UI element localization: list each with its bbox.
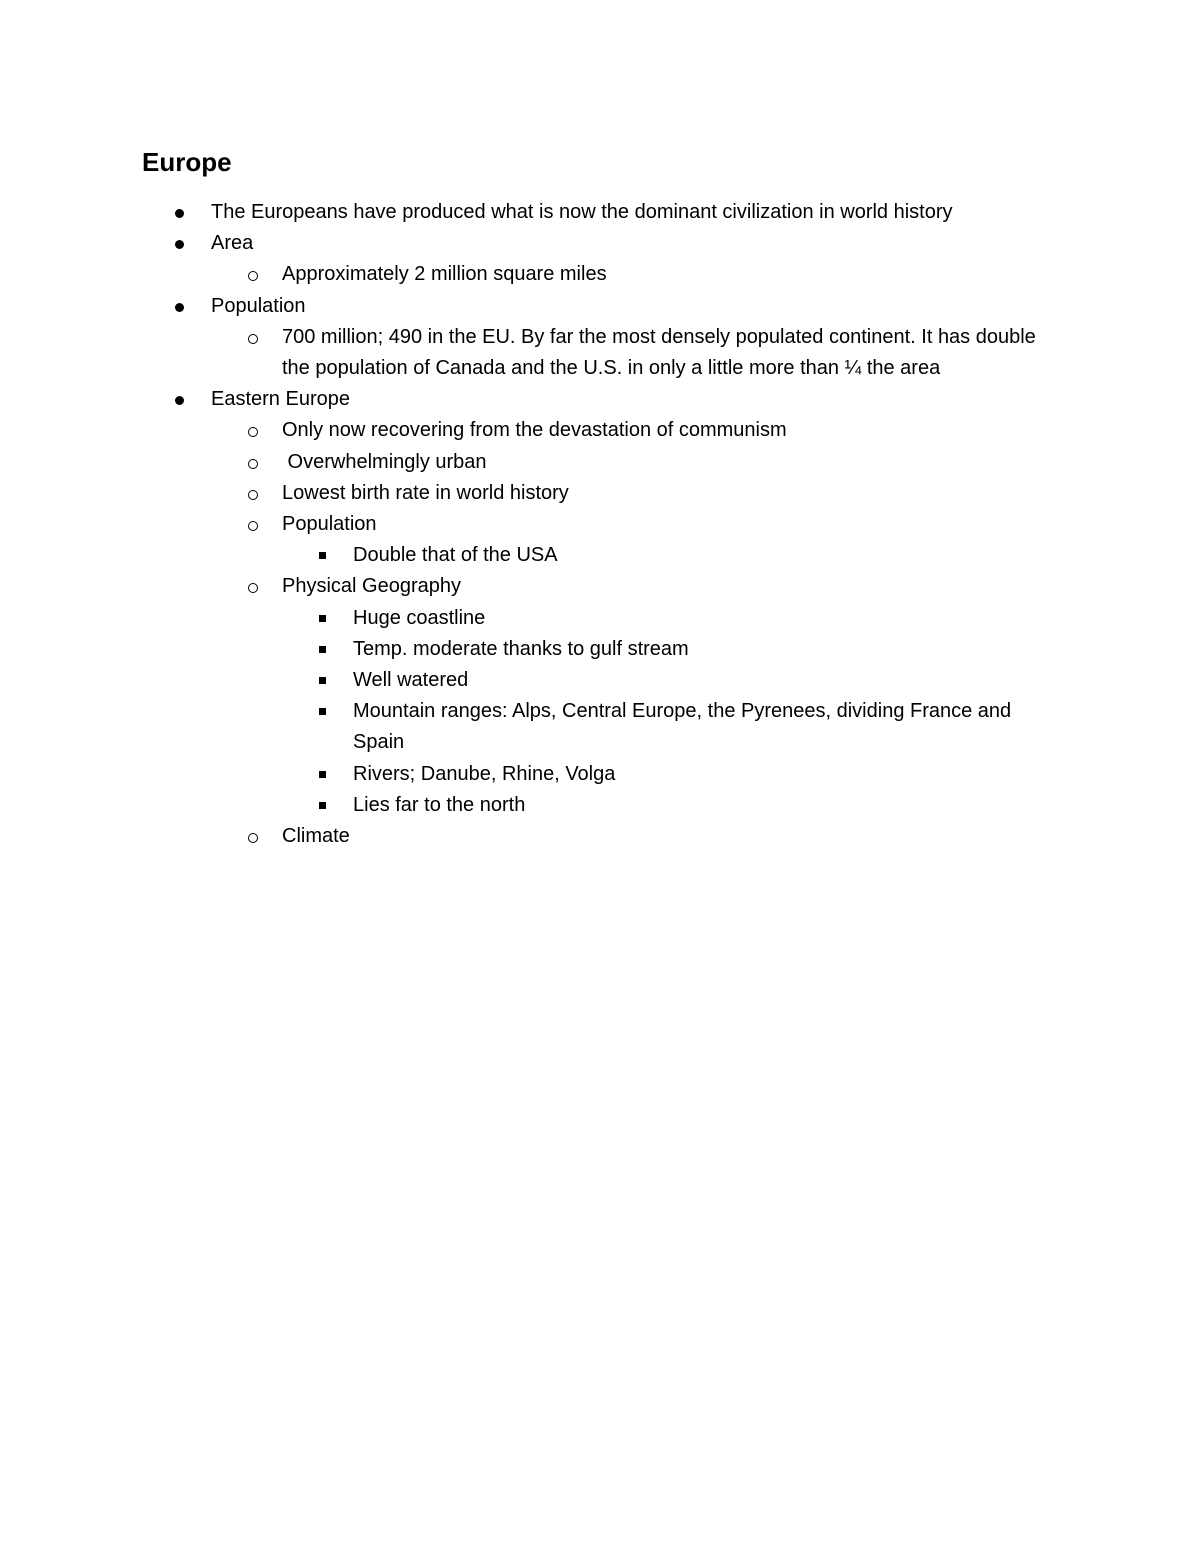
- outline-subitem-text: Lowest birth rate in world history: [282, 481, 569, 504]
- square-bullet-icon: [319, 771, 326, 778]
- circle-bullet-icon: [248, 334, 258, 344]
- outline-subsubitem: [0, 759, 1063, 790]
- square-bullet-icon: [319, 615, 326, 622]
- outline-subitem: [0, 478, 1062, 509]
- outline-item-text: Eastern Europe: [211, 388, 350, 411]
- circle-bullet-icon: [248, 271, 258, 281]
- outline-subsubitem-text: Rivers; Danube, Rhine, Volga: [353, 762, 616, 785]
- circle-bullet-icon: [248, 490, 258, 500]
- outline-subsubitem: [0, 540, 1063, 571]
- outline-subitem-text: Only now recovering from the devastation of communism: [282, 419, 787, 442]
- outline-subitem: [0, 571, 1062, 602]
- outline-item-text: The Europeans have produced what is now the dominant civilization in world history: [211, 201, 953, 223]
- bullet-icon: [175, 240, 184, 249]
- outline-subitem-text: Population: [282, 513, 377, 536]
- outline-item-text: Area: [211, 232, 254, 255]
- outline-subsubitem: [0, 603, 1063, 634]
- square-bullet-icon: [319, 552, 326, 559]
- outline-subitem-text: Physical Geography: [282, 575, 461, 598]
- outline-subitem-text: Overwhelmingly urban: [282, 450, 487, 473]
- outline-subsubitem: [0, 665, 1063, 696]
- square-bullet-icon: [319, 677, 326, 684]
- outline-subitem: [0, 415, 1062, 446]
- square-bullet-icon: [319, 708, 326, 715]
- outline-subitem-text: Climate: [282, 825, 350, 848]
- circle-bullet-icon: [248, 833, 258, 843]
- outline-item: [0, 291, 1061, 322]
- outline-subitem: [0, 322, 1062, 384]
- bullet-icon: [175, 209, 184, 218]
- outline-subsubitem-text: Lies far to the north: [353, 793, 526, 816]
- square-bullet-icon: [319, 646, 326, 653]
- outline-subitem-text: Approximately 2 million square miles: [282, 263, 607, 286]
- outline-subsubitem-text: Temp. moderate thanks to gulf stream: [353, 637, 689, 660]
- outline-subitem: [0, 821, 1062, 852]
- square-bullet-icon: [319, 802, 326, 809]
- outline-list: [0, 197, 1200, 852]
- outline-subsubitem-text: Double that of the USA: [353, 544, 558, 567]
- outline-subitem: [0, 509, 1062, 540]
- bullet-icon: [175, 396, 184, 405]
- outline-item-text: Population: [211, 294, 306, 317]
- outline-subsubitem-text: Mountain ranges: Alps, Central Europe, the Pyrenees, dividing France and Spain: [353, 700, 1012, 754]
- outline-subsubitem: [0, 696, 1063, 758]
- outline-subsubitem-text: Well watered: [353, 669, 469, 692]
- outline-subitem-text: 700 million; 490 in the EU. By far the most densely populated continent. It has double the population of Canada and the U.S. in only a little more than ¼ the area: [282, 325, 1036, 380]
- bullet-icon: [175, 303, 184, 312]
- outline-item: [0, 384, 1061, 415]
- outline-subsubitem: [0, 634, 1063, 665]
- document-title: Europe: [142, 147, 232, 177]
- circle-bullet-icon: [248, 521, 258, 531]
- circle-bullet-icon: [248, 427, 258, 437]
- circle-bullet-icon: [248, 583, 258, 593]
- outline-subsubitem: [0, 790, 1063, 821]
- outline-item: [0, 197, 1061, 228]
- outline-subitem: [0, 447, 1062, 478]
- outline-subitem: [0, 259, 1062, 290]
- outline-item: [0, 228, 1061, 259]
- outline-subsubitem-text: Huge coastline: [353, 606, 486, 629]
- circle-bullet-icon: [248, 459, 258, 469]
